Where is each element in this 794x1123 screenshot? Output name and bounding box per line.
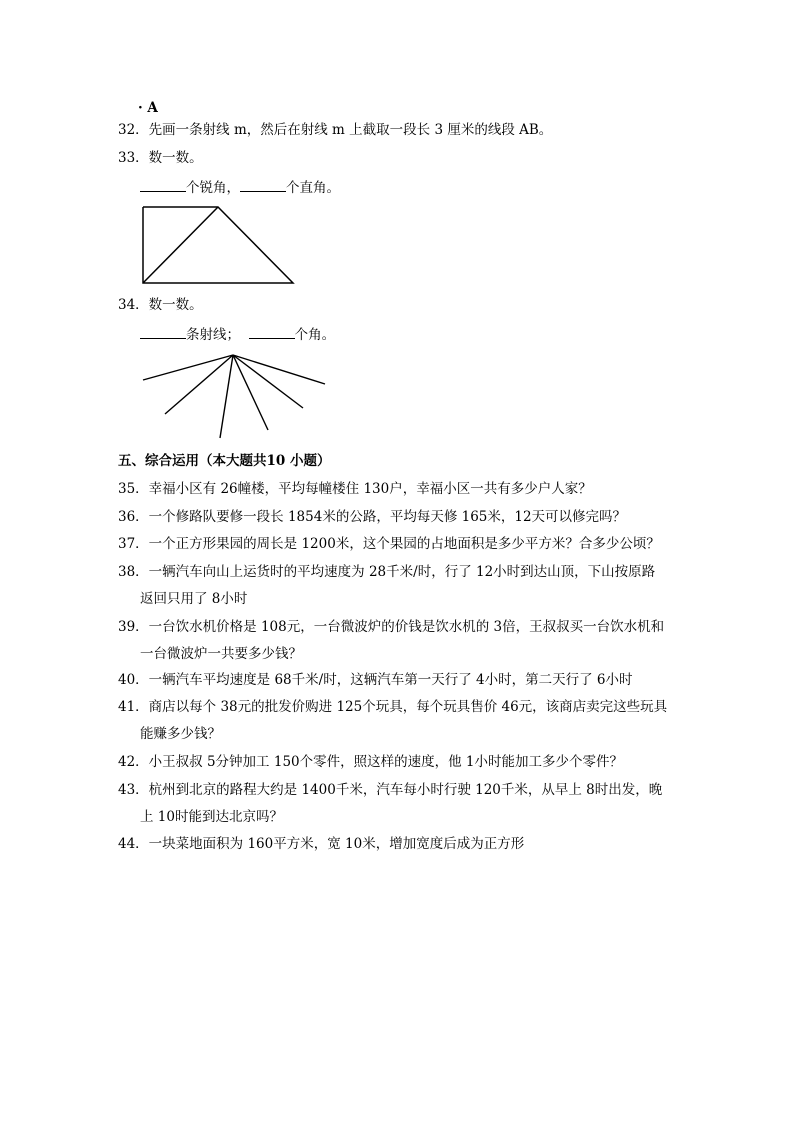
point-a-label: · A [138, 100, 158, 116]
question-40: 40．一辆汽车平均速度是 68千米/时，这辆汽车第一天行了 4小时，第二天行了 6小时 [118, 672, 633, 688]
figure-34-rays [140, 350, 330, 445]
blank-suffix-angles: 个角。 [294, 327, 336, 343]
answer-blank[interactable] [140, 177, 186, 192]
question-33-title: 33．数一数。 [118, 150, 203, 166]
answer-blank[interactable] [249, 324, 295, 339]
trapezoid-diagonal [143, 207, 218, 283]
answer-blank[interactable] [240, 177, 286, 192]
question-41-cont: 能赚多少钱？ [140, 726, 221, 742]
question-37: 37．一个正方形果园的周长是 1200米，这个果园的占地面积是多少平方米？合多少公顷？ [118, 536, 660, 552]
blank-suffix-acute: 个锐角， [186, 180, 240, 196]
ray-6 [233, 355, 325, 384]
question-38: 38．一辆汽车向山上运货时的平均速度为 28千米/时，行了 12小时到达山顶，下山按原路 [118, 564, 656, 580]
answer-blank[interactable] [140, 324, 186, 339]
question-41: 41．商店以每个 38元的批发价购进 125个玩具，每个玩具售价 46元，该商店卖完这些玩具 [118, 699, 668, 715]
question-38-cont: 返回只用了 8小时 [140, 591, 248, 607]
trapezoid-outline [143, 207, 293, 283]
ray-4 [233, 355, 268, 430]
question-32: 32．先画一条射线 m，然后在射线 m 上截取一段长 3 厘米的线段 AB。 [118, 122, 553, 138]
question-35: 35．幸福小区有 26幢楼，平均每幢楼住 130户，幸福小区一共有多少户人家？ [118, 481, 592, 497]
question-34-title: 34．数一数。 [118, 297, 203, 313]
question-43: 43．杭州到北京的路程大约是 1400千米，汽车每小时行驶 120千米，从早上 8时出发，晚 [118, 782, 663, 798]
question-42: 42．小王叔叔 5分钟加工 150个零件，照这样的速度，他 1小时能加工多少个零件？ [118, 754, 623, 770]
question-34-blanks [140, 324, 335, 344]
question-39-cont: 一台微波炉一共要多少钱？ [140, 646, 302, 662]
question-36: 36．一个修路队要修一段长 1854米的公路，平均每天修 165米，12天可以修完吗？ [118, 509, 627, 525]
question-39: 39．一台饮水机价格是 108元，一台微波炉的价钱是饮水机的 3倍，王叔叔买一台饮水机和 [118, 619, 665, 635]
blank-suffix-right: 个直角。 [286, 180, 340, 196]
figure-33-trapezoid [140, 205, 300, 287]
question-33-blanks [140, 177, 340, 197]
ray-5 [233, 355, 303, 408]
ray-3 [220, 355, 233, 438]
question-44: 44．一块菜地面积为 160平方米，宽 10米，增加宽度后成为正方形 [118, 836, 525, 852]
blank-suffix-rays: 条射线； [186, 327, 240, 343]
question-43-cont: 上 10时能到达北京吗？ [140, 809, 283, 825]
section-5-heading: 五、综合运用（本大题共10 小题） [118, 453, 331, 469]
